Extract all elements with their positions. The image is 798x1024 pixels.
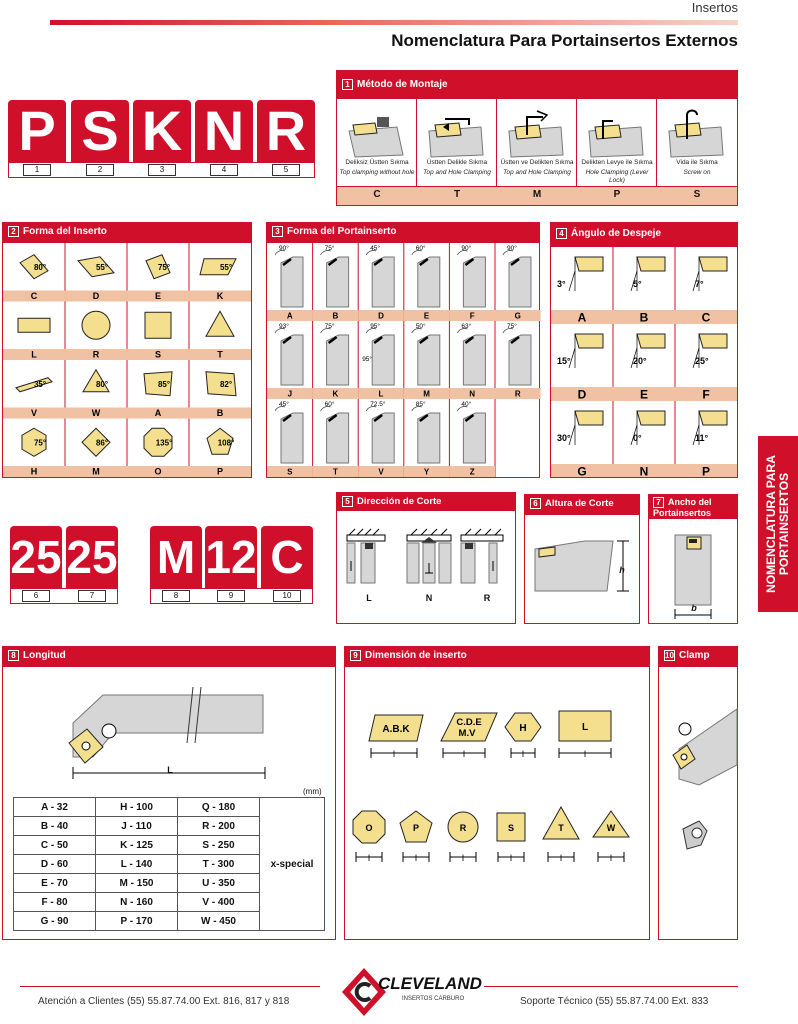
- length-table: [13, 797, 325, 931]
- mount-cell-C: [337, 99, 417, 187]
- section-title: Dimensión de inserto: [365, 650, 467, 661]
- dimension-label: l: [415, 853, 417, 863]
- section-header: [337, 71, 737, 99]
- insert-code-label: C: [30, 291, 38, 301]
- length-cell: L - 140: [96, 855, 178, 874]
- mount-code: S: [693, 189, 701, 200]
- section-clamp: [658, 646, 738, 940]
- cut-direction-label-N: N: [425, 593, 433, 603]
- holder-code-label: D: [378, 311, 384, 321]
- section-header: [267, 223, 539, 243]
- length-cell: S - 250: [178, 836, 260, 855]
- dimension-label: l: [560, 853, 562, 863]
- dimension-label: l: [610, 853, 612, 863]
- clearance-code-label: D: [577, 387, 587, 402]
- holder-shape-N: [457, 328, 485, 385]
- brand-logo: [340, 966, 482, 1022]
- dimension-label: l: [522, 749, 524, 759]
- code-num-8: 8: [162, 590, 190, 602]
- side-tab-label: NOMENCLATURA PARA PORTAINSERTOS: [764, 455, 791, 593]
- section-number: 1: [342, 79, 353, 90]
- code-letter-3: K: [133, 100, 191, 162]
- clearance-code-label: A: [577, 310, 587, 325]
- insert-size-label: W: [606, 823, 616, 833]
- length-cell: M - 150: [96, 874, 178, 893]
- length-cell: V - 400: [178, 893, 260, 912]
- holder-code-label: R: [514, 389, 521, 399]
- section-mounting-method: [336, 70, 738, 206]
- section-header: [3, 223, 251, 243]
- holder-shape-F: [457, 250, 485, 307]
- mount-illustration: [497, 105, 577, 165]
- clearance-angle-label: 30°: [557, 433, 571, 443]
- dimension-label: l: [393, 749, 395, 759]
- mount-illustration: [337, 105, 417, 165]
- insert-code-label: O: [154, 466, 162, 477]
- insert-code-label: V: [30, 408, 38, 418]
- holder-angle-label: 93°: [279, 323, 289, 330]
- holder-width-dim: b: [691, 603, 697, 613]
- holder-shape-M: [412, 328, 440, 385]
- holder-angle-label: 45°: [370, 245, 381, 252]
- length-cell: H - 100: [96, 798, 178, 817]
- insert-size-label: T: [558, 823, 564, 833]
- holder-shape-J: [275, 328, 303, 385]
- clearance-shape-G: [569, 411, 603, 445]
- section-number: 3: [272, 226, 283, 237]
- footer-tech-support: Soporte Técnico (55) 55.87.74.00 Ext. 833: [520, 996, 709, 1007]
- code-num-2: 2: [86, 164, 114, 176]
- holder-code-label: K: [332, 389, 339, 399]
- length-cell: K - 125: [96, 836, 178, 855]
- mount-label-en: Screw on: [683, 169, 711, 176]
- holder-code-label: E: [423, 311, 430, 321]
- insert-code-label: P: [216, 466, 224, 477]
- code-num-3: 3: [148, 164, 176, 176]
- insert-code-label: R: [92, 349, 100, 360]
- insert-code-label: S: [154, 349, 162, 360]
- length-dim: L: [167, 765, 173, 775]
- length-cell: U - 350: [178, 874, 260, 893]
- section-holder-shape: [266, 222, 540, 478]
- insert-size-label: R: [459, 823, 467, 833]
- holder-shape-R: [503, 328, 531, 385]
- clearance-angle-label: 7°: [695, 279, 704, 289]
- insert-angle-label: 80°: [95, 379, 109, 389]
- section-number: 5: [342, 496, 353, 507]
- dimension-label: l: [368, 853, 370, 863]
- clearance-code-label: N: [639, 464, 649, 477]
- section-header: [551, 223, 737, 247]
- insert-code-label: M: [92, 466, 100, 477]
- clearance-code-label: F: [702, 387, 710, 402]
- clearance-angle-label: 20°: [633, 356, 647, 366]
- mount-cell-P: [577, 99, 657, 187]
- dimension-label: l: [463, 749, 465, 759]
- length-cell: D - 60: [14, 855, 96, 874]
- insert-shape-L: [18, 318, 50, 332]
- section-title: Forma del Inserto: [23, 226, 107, 237]
- holder-angle-label: 90°: [279, 245, 289, 252]
- code-letter-2: S: [71, 100, 129, 162]
- insert-size-label: S: [507, 823, 515, 833]
- insert-code-label: L: [31, 349, 37, 360]
- header-gradient-line: [50, 20, 738, 25]
- section-header: [649, 495, 737, 519]
- holder-angle-label: 85°: [415, 401, 426, 408]
- dimension-label: l: [510, 853, 512, 863]
- section-holder-width: [648, 494, 738, 624]
- dimension-label: l: [462, 853, 464, 863]
- section-header: [337, 493, 515, 511]
- length-cell: G - 90: [14, 912, 96, 931]
- length-cell: B - 40: [14, 817, 96, 836]
- dimension-label: l: [584, 749, 586, 759]
- clamp-illustration: [659, 669, 739, 939]
- holder-angle-label: 95°: [370, 323, 381, 330]
- section-insert-shape: [2, 222, 252, 478]
- code-value-6: 25: [10, 526, 62, 588]
- section-label: Insertos: [691, 0, 738, 15]
- section-title: Dirección de Corte: [357, 496, 442, 507]
- mount-code: T: [453, 189, 461, 200]
- mount-cell-M: [497, 99, 577, 187]
- holder-code-label: F: [469, 311, 475, 321]
- insert-angle-label: 108°: [217, 438, 235, 448]
- insert-code-label: E: [154, 291, 162, 301]
- mount-label-en: Top and Hole Clamping: [423, 169, 491, 176]
- length-cell: R - 200: [178, 817, 260, 836]
- mount-label-es: Üstten Delikle Sıkma: [426, 159, 488, 166]
- holder-angle-label: 60°: [324, 401, 335, 408]
- insert-size-label: M.V: [458, 728, 476, 739]
- code-value-10: C: [261, 526, 313, 588]
- holder-code-label: G: [514, 311, 521, 321]
- length-cell: W - 450: [178, 912, 260, 931]
- insert-angle-label: 75°: [33, 438, 47, 448]
- code-num-7: 7: [78, 590, 106, 602]
- footer-line-left: [20, 986, 320, 987]
- length-cell: A - 32: [14, 798, 96, 817]
- mount-label-es: Delikten Levye ile Sıkma: [581, 159, 653, 166]
- section-number: 6: [530, 498, 541, 509]
- section-number: 7: [653, 497, 664, 508]
- insert-code-label: B: [216, 408, 224, 418]
- holder-shape-grid: [267, 243, 541, 477]
- insert-size-illustration: [345, 669, 651, 939]
- mount-illustration: [657, 105, 737, 165]
- section-title: Longitud: [23, 650, 66, 661]
- section-number: 8: [8, 650, 19, 661]
- insert-shape-T: [206, 311, 234, 336]
- mount-label-en: Top and Hole Clamping: [503, 169, 571, 176]
- clearance-angle-label: 5°: [633, 279, 642, 289]
- mount-code: M: [532, 189, 542, 200]
- holder-code-label: N: [469, 389, 476, 399]
- clearance-code-label: P: [701, 464, 711, 477]
- code-value-7: 25: [66, 526, 118, 588]
- length-cell: C - 50: [14, 836, 96, 855]
- clearance-angle-label: 15°: [557, 356, 571, 366]
- mount-label-es: Üstten ve Delikten Sıkma: [500, 159, 574, 166]
- length-cell: Q - 180: [178, 798, 260, 817]
- length-illustration: [3, 673, 337, 793]
- code-num-10: 10: [273, 590, 301, 602]
- insert-size-label: O: [365, 823, 373, 833]
- section-header: [659, 647, 737, 667]
- code-num-5: 5: [272, 164, 300, 176]
- clearance-code-label: B: [639, 310, 649, 325]
- insert-angle-label: 35°: [33, 379, 47, 389]
- section-number: 9: [350, 650, 361, 661]
- brand-subtitle: INSERTOS CARBURO: [402, 996, 465, 1002]
- insert-size-label: A.B.K: [382, 724, 410, 735]
- mount-cell-S: [657, 99, 738, 187]
- clearance-angle-grid: [551, 247, 739, 477]
- insert-angle-label: 55°: [95, 262, 109, 272]
- holder-angle-label: 45°: [279, 401, 289, 408]
- holder-shape-T: [321, 406, 349, 463]
- holder-shape-S: [275, 406, 303, 463]
- mount-illustration: [417, 105, 497, 165]
- section-title: Ángulo de Despeje: [571, 228, 662, 239]
- code-num-1: 1: [23, 164, 51, 176]
- cut-direction-label-L: L: [366, 593, 372, 603]
- holder-code-label: J: [287, 389, 293, 399]
- insert-shape-R: [82, 311, 110, 339]
- holder-code-label: V: [378, 467, 384, 477]
- section-cut-direction: [336, 492, 516, 624]
- section-insert-size: [344, 646, 650, 940]
- section-title: Ancho del Portainsertos: [653, 497, 712, 518]
- holder-shape-D: [366, 250, 394, 307]
- holder-code-label: T: [332, 467, 338, 477]
- clearance-code-label: G: [577, 464, 587, 477]
- holder-angle-label-extra: 95°: [362, 356, 373, 363]
- holder-code-label: B: [332, 311, 339, 321]
- mount-label-es: Vida ile Sıkma: [676, 159, 718, 166]
- insert-shape-S: [145, 312, 171, 338]
- insert-angle-label: 135°: [155, 438, 173, 448]
- code-value-9: 12: [205, 526, 257, 588]
- holder-code-label: Z: [469, 467, 475, 477]
- section-header: [345, 647, 649, 667]
- side-tab: [758, 436, 798, 612]
- code-letter-5: R: [257, 100, 315, 162]
- mount-code: P: [613, 189, 621, 200]
- holder-angle-label: 90°: [461, 245, 472, 252]
- holder-code-label: S: [287, 467, 293, 477]
- section-number: 4: [556, 228, 567, 239]
- clearance-angle-label: 0°: [633, 433, 642, 443]
- footer-customer-service: Atención a Clientes (55) 55.87.74.00 Ext. 816, 817 y 818: [38, 996, 290, 1007]
- code-num-4: 4: [210, 164, 238, 176]
- insert-code-label: K: [216, 291, 224, 301]
- cut-direction-label-R: R: [483, 593, 491, 603]
- holder-code-label: L: [378, 389, 384, 399]
- length-cell: N - 160: [96, 893, 178, 912]
- insert-angle-label: 55°: [219, 262, 233, 272]
- holder-code-label: Y: [423, 467, 430, 477]
- clearance-code-label: C: [701, 310, 711, 325]
- code-letter-1: P: [8, 100, 66, 162]
- clearance-angle-label: 3°: [557, 279, 566, 289]
- mount-label-en: Hole Clamping (Lever Lock): [585, 169, 649, 184]
- section-title: Método de Montaje: [357, 79, 448, 90]
- section-number: 10: [665, 651, 674, 660]
- length-unit: (mm): [303, 787, 322, 796]
- holder-shape-A: [275, 250, 303, 307]
- clearance-angle-label: 25°: [695, 356, 709, 366]
- insert-code-label: D: [92, 291, 100, 301]
- length-special-cell: x-special: [260, 798, 325, 931]
- section-title: Altura de Corte: [545, 498, 614, 509]
- holder-shape-Y: [412, 406, 440, 463]
- holder-angle-label: 75°: [507, 323, 517, 330]
- cut-height-dim: h: [619, 565, 625, 575]
- code-num-9: 9: [217, 590, 245, 602]
- code-num-6: 6: [22, 590, 50, 602]
- table-row: [14, 798, 325, 817]
- insert-size-label: C.D.E: [456, 717, 482, 728]
- section-number: 2: [8, 226, 19, 237]
- clearance-shape-D: [569, 334, 603, 368]
- section-clearance-angle: [550, 222, 738, 478]
- holder-angle-label: 75°: [324, 323, 335, 330]
- mount-label-en: Top clamping without hole: [339, 169, 415, 176]
- section-length: [2, 646, 336, 940]
- section-cut-height: [524, 494, 640, 624]
- holder-shape-G: [503, 250, 531, 307]
- length-cell: F - 80: [14, 893, 96, 912]
- mount-label-es: Deliksiz Üstten Sıkma: [345, 159, 409, 166]
- insert-angle-label: 80°: [33, 262, 47, 272]
- length-cell: P - 170: [96, 912, 178, 931]
- holder-angle-label: 75°: [324, 245, 335, 252]
- insert-angle-label: 86°: [95, 438, 109, 448]
- clearance-shape-A: [569, 257, 603, 291]
- insert-size-label: H: [519, 723, 527, 734]
- holder-shape-V: [366, 406, 394, 463]
- holder-shape-B: [321, 250, 349, 307]
- holder-angle-label: 72.5°: [370, 401, 386, 408]
- clearance-code-label: E: [639, 387, 649, 402]
- section-header: [3, 647, 335, 667]
- code-letter-4: N: [195, 100, 253, 162]
- insert-angle-label: 85°: [157, 379, 171, 389]
- holder-angle-label: 50°: [415, 323, 426, 330]
- code-value-8: M: [150, 526, 202, 588]
- mount-illustration: [577, 105, 657, 165]
- length-cell: E - 70: [14, 874, 96, 893]
- holder-code-label: M: [423, 389, 430, 399]
- section-title: Forma del Portainserto: [287, 226, 397, 237]
- clearance-angle-label: 11°: [695, 433, 709, 443]
- mount-cell-T: [417, 99, 497, 187]
- insert-code-label: T: [217, 349, 223, 360]
- holder-shape-E: [412, 250, 440, 307]
- mount-code: C: [373, 189, 381, 200]
- holder-angle-label: 90°: [507, 245, 517, 252]
- length-cell: J - 110: [96, 817, 178, 836]
- section-title: Clamp: [679, 650, 710, 661]
- holder-code-label: A: [286, 311, 293, 321]
- page-title: Nomenclatura Para Portainsertos Externos: [391, 31, 738, 50]
- holder-shape-Z: [457, 406, 485, 463]
- holder-shape-K: [321, 328, 349, 385]
- holder-angle-label: 40°: [461, 401, 472, 408]
- section-header: [525, 495, 639, 515]
- holder-angle-label: 60°: [415, 245, 426, 252]
- brand-name: CLEVELAND: [378, 974, 482, 993]
- holder-angle-label: 63°: [461, 323, 472, 330]
- footer-line-right: [484, 986, 738, 987]
- length-cell: T - 300: [178, 855, 260, 874]
- insert-size-label: P: [412, 823, 420, 833]
- insert-angle-label: 75°: [157, 262, 171, 272]
- insert-angle-label: 82°: [219, 379, 233, 389]
- cut-direction-illustration: [337, 513, 517, 623]
- insert-size-label: L: [581, 722, 589, 733]
- insert-code-label: H: [30, 466, 38, 477]
- insert-shape-grid: [3, 243, 253, 477]
- insert-code-label: A: [154, 408, 162, 418]
- mount-code-row: [337, 187, 737, 205]
- insert-code-label: W: [91, 408, 101, 418]
